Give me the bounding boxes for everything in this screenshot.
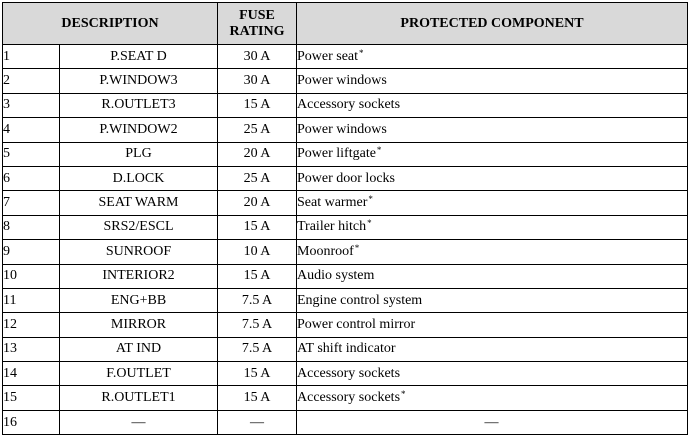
header-fuse-rating-line1: FUSE: [239, 7, 275, 23]
table-row: [3, 45, 688, 69]
component-text: Accessory sockets: [297, 365, 401, 381]
protected-component: [297, 142, 688, 166]
table-row: [3, 240, 688, 264]
fuse-rating: 30 A: [218, 45, 297, 69]
fuse-rating: 20 A: [218, 191, 297, 215]
fuse-description: P.WINDOW3: [60, 69, 218, 93]
fuse-description: MIRROR: [60, 313, 218, 337]
component-text: AT shift indicator: [297, 341, 396, 357]
table-row: [3, 69, 688, 93]
fuse-rating: 7.5 A: [218, 288, 297, 312]
component-text: Seat warmer: [297, 195, 368, 211]
fuse-rating: 10 A: [218, 240, 297, 264]
fuse-description: INTERIOR2: [60, 264, 218, 288]
fuse-rating: 15 A: [218, 215, 297, 239]
protected-component: [297, 191, 688, 215]
fuse-rating: 25 A: [218, 118, 297, 142]
protected-component: [297, 45, 688, 69]
fuse-number: 9: [3, 240, 60, 264]
table-row: [3, 93, 688, 117]
fuse-description: P.WINDOW2: [60, 118, 218, 142]
table-row: [3, 215, 688, 239]
table-row: [3, 288, 688, 312]
fuse-rating: 15 A: [218, 93, 297, 117]
protected-component: [297, 93, 688, 117]
fuse-number: 1: [3, 45, 60, 69]
fuse-number: 4: [3, 118, 60, 142]
table-row: [3, 191, 688, 215]
table-row: [3, 337, 688, 361]
table-row: [3, 313, 688, 337]
component-text: Power liftgate: [297, 146, 376, 162]
table-row: [3, 410, 688, 434]
fuse-description: D.LOCK: [60, 166, 218, 190]
fuse-description: ENG+BB: [60, 288, 218, 312]
fuse-description: SRS2/ESCL: [60, 215, 218, 239]
protected-component: [297, 337, 688, 361]
fuse-table: [2, 2, 688, 435]
component-text: Engine control system: [297, 292, 423, 308]
table-row: [3, 362, 688, 386]
fuse-rating: 15 A: [218, 362, 297, 386]
fuse-description: SEAT WARM: [60, 191, 218, 215]
fuse-number: 3: [3, 93, 60, 117]
fuse-table-container: [2, 2, 688, 435]
component-note: *: [367, 218, 372, 229]
component-text: Power seat: [297, 48, 359, 64]
fuse-number: 8: [3, 215, 60, 239]
component-note: *: [401, 389, 406, 400]
fuse-rating: 7.5 A: [218, 313, 297, 337]
protected-component: [297, 288, 688, 312]
fuse-number: 14: [3, 362, 60, 386]
component-text: Power door locks: [297, 170, 395, 186]
component-text: —: [484, 414, 499, 430]
header-fuse-rating-line2: RATING: [229, 23, 285, 39]
component-note: *: [376, 145, 382, 156]
component-text: Power control mirror: [297, 316, 416, 332]
fuse-number: 2: [3, 69, 60, 93]
component-note: *: [359, 47, 364, 58]
fuse-number: 6: [3, 166, 60, 190]
fuse-description: SUNROOF: [60, 240, 218, 264]
fuse-rating: 15 A: [218, 264, 297, 288]
fuse-number: 5: [3, 142, 60, 166]
fuse-rating: 7.5 A: [218, 337, 297, 361]
fuse-rating: —: [218, 410, 297, 434]
protected-component: [297, 240, 688, 264]
fuse-rating: 30 A: [218, 69, 297, 93]
fuse-number: 12: [3, 313, 60, 337]
protected-component: [297, 362, 688, 386]
fuse-number: 10: [3, 264, 60, 288]
table-row: [3, 166, 688, 190]
protected-component: [297, 264, 688, 288]
fuse-description: AT IND: [60, 337, 218, 361]
table-row: [3, 118, 688, 142]
component-text: Power windows: [297, 73, 387, 89]
protected-component: [297, 69, 688, 93]
fuse-description: —: [60, 410, 218, 434]
protected-component: [297, 313, 688, 337]
table-row: [3, 264, 688, 288]
fuse-number: 16: [3, 410, 60, 434]
component-text: Moonroof: [297, 243, 354, 259]
component-note: *: [354, 242, 360, 253]
table-header-row: [3, 3, 688, 45]
component-text: Accessory sockets: [297, 97, 401, 113]
table-row: [3, 142, 688, 166]
fuse-number: 7: [3, 191, 60, 215]
fuse-table-body: [3, 45, 688, 435]
protected-component: [297, 215, 688, 239]
component-text: Power windows: [297, 121, 387, 137]
fuse-rating: 25 A: [218, 166, 297, 190]
protected-component: [297, 118, 688, 142]
component-note: *: [368, 194, 373, 205]
protected-component: [297, 410, 688, 434]
header-description: DESCRIPTION: [3, 3, 218, 45]
protected-component: [297, 386, 688, 410]
fuse-description: R.OUTLET1: [60, 386, 218, 410]
fuse-description: R.OUTLET3: [60, 93, 218, 117]
fuse-number: 11: [3, 288, 60, 312]
fuse-number: 15: [3, 386, 60, 410]
fuse-description: P.SEAT D: [60, 45, 218, 69]
header-protected-component: PROTECTED COMPONENT: [297, 3, 688, 45]
fuse-description: F.OUTLET: [60, 362, 218, 386]
protected-component: [297, 166, 688, 190]
fuse-rating: 20 A: [218, 142, 297, 166]
component-text: Accessory sockets: [297, 390, 401, 406]
table-row: [3, 386, 688, 410]
fuse-rating: 15 A: [218, 386, 297, 410]
fuse-number: 13: [3, 337, 60, 361]
fuse-description: PLG: [60, 142, 218, 166]
header-fuse-rating: [218, 3, 297, 45]
component-text: Trailer hitch: [297, 219, 367, 235]
component-text: Audio system: [297, 268, 375, 284]
